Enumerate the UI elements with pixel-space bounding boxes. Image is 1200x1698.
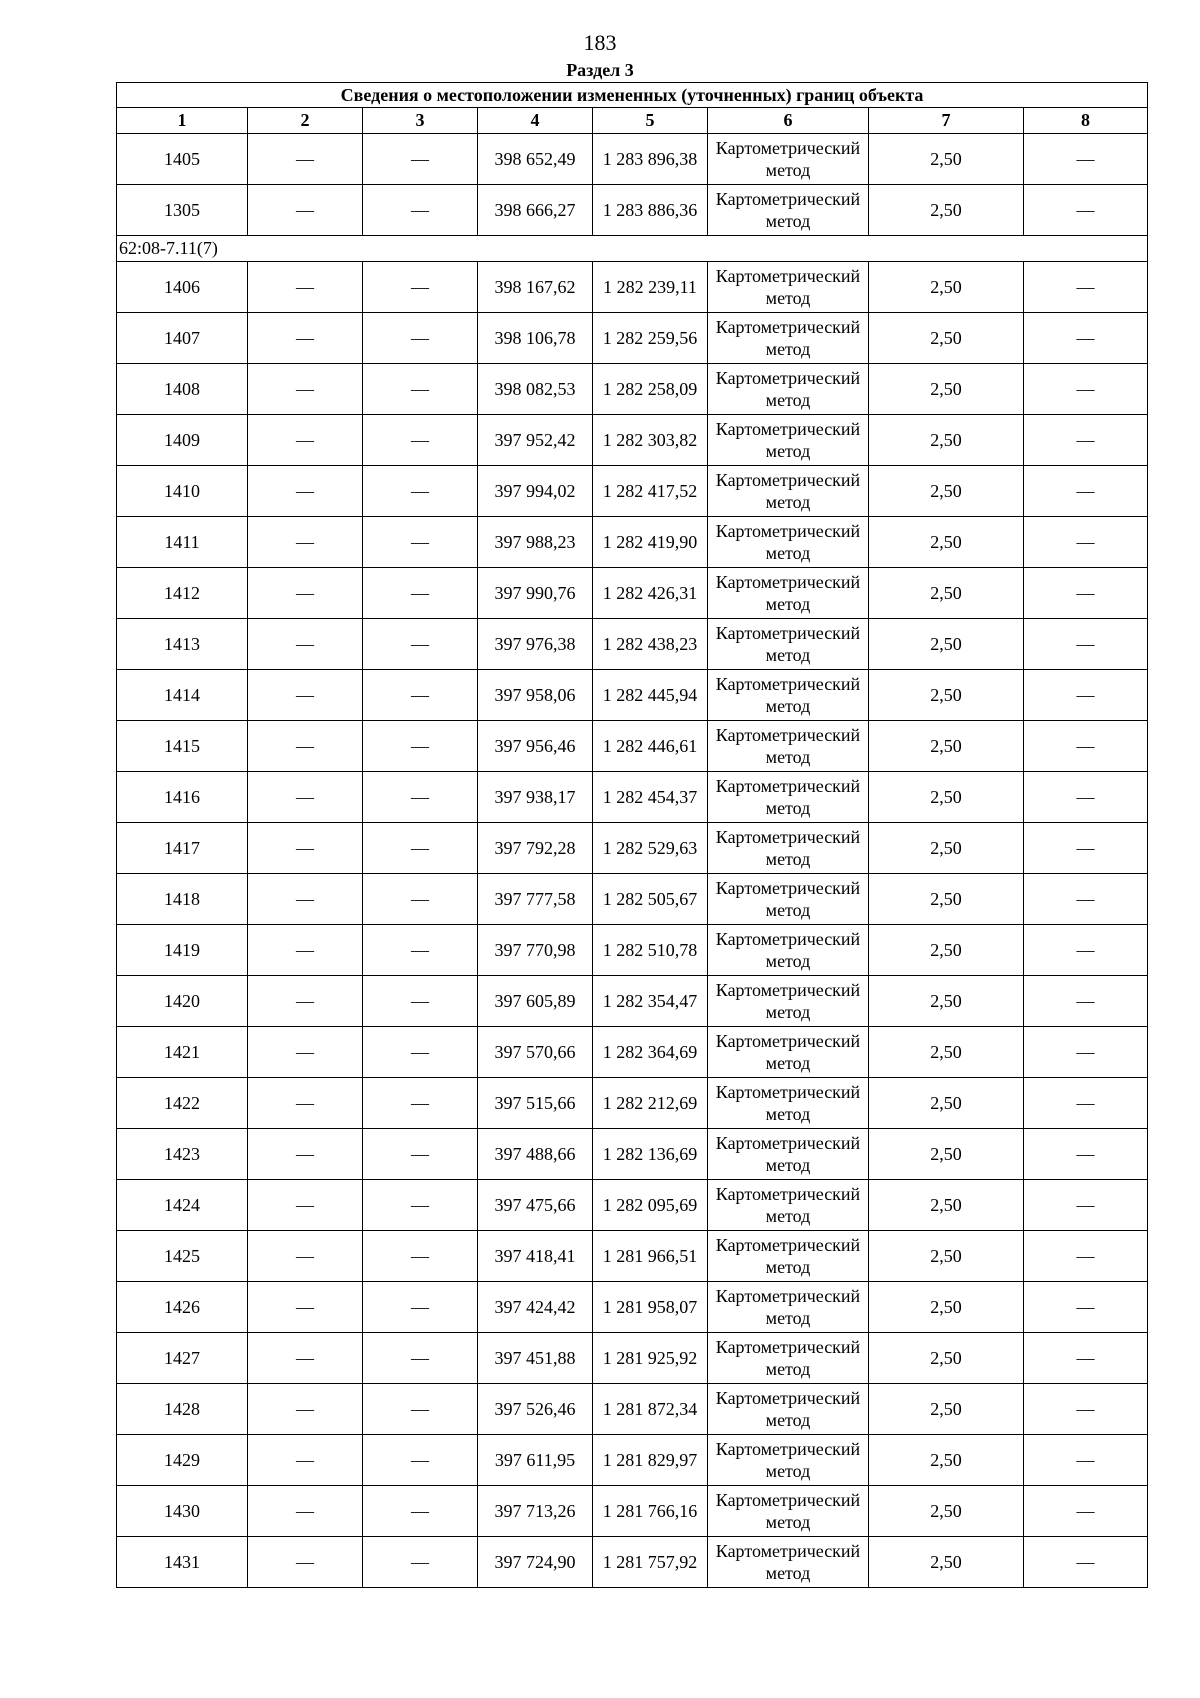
cell-col3: — [363, 364, 478, 415]
cell-col2: — [248, 1333, 363, 1384]
cell-col8: — [1024, 262, 1148, 313]
point-number: 1427 [117, 1333, 248, 1384]
coordinate-x: 397 570,66 [478, 1027, 593, 1078]
table-row [117, 874, 1148, 925]
point-number: 1425 [117, 1231, 248, 1282]
coordinate-x: 397 424,42 [478, 1282, 593, 1333]
method: Картометрический метод [708, 1486, 869, 1537]
cell-col8: — [1024, 568, 1148, 619]
table-row [117, 1537, 1148, 1588]
cell-col2: — [248, 313, 363, 364]
method: Картометрический метод [708, 313, 869, 364]
method: Картометрический метод [708, 185, 869, 236]
table-row [117, 721, 1148, 772]
coordinate-x: 397 770,98 [478, 925, 593, 976]
cell-col2: — [248, 1435, 363, 1486]
coordinate-y: 1 282 364,69 [593, 1027, 708, 1078]
coordinate-x: 397 958,06 [478, 670, 593, 721]
coordinate-x: 397 605,89 [478, 976, 593, 1027]
table-row [117, 1333, 1148, 1384]
coordinate-y: 1 282 505,67 [593, 874, 708, 925]
point-number: 1416 [117, 772, 248, 823]
cell-col2: — [248, 721, 363, 772]
column-number: 1 [117, 108, 248, 134]
accuracy: 2,50 [869, 262, 1024, 313]
table-row [117, 364, 1148, 415]
point-number: 1418 [117, 874, 248, 925]
accuracy: 2,50 [869, 466, 1024, 517]
method: Картометрический метод [708, 1333, 869, 1384]
cell-col8: — [1024, 466, 1148, 517]
group-row [117, 236, 1148, 262]
accuracy: 2,50 [869, 1384, 1024, 1435]
accuracy: 2,50 [869, 976, 1024, 1027]
cell-col8: — [1024, 364, 1148, 415]
cell-col8: — [1024, 976, 1148, 1027]
cell-col2: — [248, 1282, 363, 1333]
cell-col2: — [248, 619, 363, 670]
cell-col8: — [1024, 415, 1148, 466]
coordinate-x: 398 652,49 [478, 134, 593, 185]
coordinate-x: 398 167,62 [478, 262, 593, 313]
accuracy: 2,50 [869, 1027, 1024, 1078]
cell-col3: — [363, 1435, 478, 1486]
cell-col8: — [1024, 1027, 1148, 1078]
coordinate-y: 1 283 896,38 [593, 134, 708, 185]
coordinate-x: 398 666,27 [478, 185, 593, 236]
coordinate-y: 1 282 136,69 [593, 1129, 708, 1180]
cell-col2: — [248, 466, 363, 517]
coordinate-x: 397 418,41 [478, 1231, 593, 1282]
accuracy: 2,50 [869, 772, 1024, 823]
table-row [117, 670, 1148, 721]
cell-col8: — [1024, 1333, 1148, 1384]
cell-col2: — [248, 1180, 363, 1231]
table-row [117, 313, 1148, 364]
coordinate-x: 397 515,66 [478, 1078, 593, 1129]
accuracy: 2,50 [869, 313, 1024, 364]
point-number: 1419 [117, 925, 248, 976]
table-row [117, 1129, 1148, 1180]
coordinate-x: 397 988,23 [478, 517, 593, 568]
table-row [117, 925, 1148, 976]
cell-col3: — [363, 185, 478, 236]
table-row [117, 517, 1148, 568]
accuracy: 2,50 [869, 874, 1024, 925]
cell-col2: — [248, 1129, 363, 1180]
point-number: 1412 [117, 568, 248, 619]
coordinate-x: 397 994,02 [478, 466, 593, 517]
cell-col2: — [248, 874, 363, 925]
coordinate-x: 397 777,58 [478, 874, 593, 925]
coordinate-x: 397 713,26 [478, 1486, 593, 1537]
cell-col3: — [363, 1537, 478, 1588]
point-number: 1305 [117, 185, 248, 236]
method: Картометрический метод [708, 568, 869, 619]
cell-col3: — [363, 134, 478, 185]
coordinate-y: 1 282 303,82 [593, 415, 708, 466]
accuracy: 2,50 [869, 670, 1024, 721]
cell-col3: — [363, 568, 478, 619]
cell-col8: — [1024, 874, 1148, 925]
cell-col3: — [363, 976, 478, 1027]
coordinate-y: 1 282 445,94 [593, 670, 708, 721]
cell-col8: — [1024, 670, 1148, 721]
point-number: 1409 [117, 415, 248, 466]
cell-col8: — [1024, 1486, 1148, 1537]
point-number: 1406 [117, 262, 248, 313]
coordinate-y: 1 282 454,37 [593, 772, 708, 823]
cell-col8: — [1024, 1435, 1148, 1486]
coordinate-x: 397 526,46 [478, 1384, 593, 1435]
table-caption-row [117, 83, 1148, 108]
accuracy: 2,50 [869, 619, 1024, 670]
method: Картометрический метод [708, 262, 869, 313]
accuracy: 2,50 [869, 1435, 1024, 1486]
coordinate-y: 1 281 966,51 [593, 1231, 708, 1282]
coordinates-table [116, 82, 1148, 1588]
table-row [117, 1231, 1148, 1282]
method: Картометрический метод [708, 1027, 869, 1078]
cell-col3: — [363, 925, 478, 976]
cell-col2: — [248, 364, 363, 415]
method: Картометрический метод [708, 925, 869, 976]
cell-col3: — [363, 262, 478, 313]
point-number: 1420 [117, 976, 248, 1027]
cell-col2: — [248, 1486, 363, 1537]
table-row [117, 772, 1148, 823]
group-label: 62:08-7.11(7) [117, 236, 1148, 262]
method: Картометрический метод [708, 823, 869, 874]
table-row [117, 1282, 1148, 1333]
accuracy: 2,50 [869, 1282, 1024, 1333]
table-row [117, 976, 1148, 1027]
accuracy: 2,50 [869, 1333, 1024, 1384]
accuracy: 2,50 [869, 1231, 1024, 1282]
method: Картометрический метод [708, 415, 869, 466]
cell-col2: — [248, 1078, 363, 1129]
method: Картометрический метод [708, 670, 869, 721]
cell-col3: — [363, 1333, 478, 1384]
method: Картометрический метод [708, 619, 869, 670]
coordinate-y: 1 282 510,78 [593, 925, 708, 976]
coordinate-x: 397 792,28 [478, 823, 593, 874]
accuracy: 2,50 [869, 134, 1024, 185]
cell-col2: — [248, 415, 363, 466]
cell-col8: — [1024, 1180, 1148, 1231]
cell-col8: — [1024, 619, 1148, 670]
coordinate-x: 397 475,66 [478, 1180, 593, 1231]
coordinate-y: 1 281 757,92 [593, 1537, 708, 1588]
point-number: 1421 [117, 1027, 248, 1078]
page-number: 183 [583, 30, 617, 55]
method: Картометрический метод [708, 517, 869, 568]
point-number: 1417 [117, 823, 248, 874]
coordinate-y: 1 282 354,47 [593, 976, 708, 1027]
coordinate-y: 1 281 766,16 [593, 1486, 708, 1537]
cell-col3: — [363, 823, 478, 874]
method: Картометрический метод [708, 1537, 869, 1588]
method: Картометрический метод [708, 1282, 869, 1333]
point-number: 1413 [117, 619, 248, 670]
method: Картометрический метод [708, 364, 869, 415]
accuracy: 2,50 [869, 1180, 1024, 1231]
cell-col3: — [363, 1078, 478, 1129]
table-row [117, 415, 1148, 466]
point-number: 1430 [117, 1486, 248, 1537]
cell-col8: — [1024, 1129, 1148, 1180]
table-row [117, 568, 1148, 619]
column-number: 4 [478, 108, 593, 134]
point-number: 1411 [117, 517, 248, 568]
table-row [117, 1435, 1148, 1486]
coordinate-y: 1 281 925,92 [593, 1333, 708, 1384]
coordinate-y: 1 282 446,61 [593, 721, 708, 772]
cell-col3: — [363, 1231, 478, 1282]
table-row [117, 1027, 1148, 1078]
coordinate-x: 397 976,38 [478, 619, 593, 670]
cell-col2: — [248, 185, 363, 236]
cell-col3: — [363, 1180, 478, 1231]
point-number: 1422 [117, 1078, 248, 1129]
table-row [117, 466, 1148, 517]
coordinate-y: 1 282 419,90 [593, 517, 708, 568]
cell-col3: — [363, 1027, 478, 1078]
table-row [117, 134, 1148, 185]
cell-col3: — [363, 517, 478, 568]
cell-col2: — [248, 1231, 363, 1282]
cell-col8: — [1024, 517, 1148, 568]
method: Картометрический метод [708, 1129, 869, 1180]
point-number: 1424 [117, 1180, 248, 1231]
method: Картометрический метод [708, 976, 869, 1027]
cell-col8: — [1024, 772, 1148, 823]
cell-col8: — [1024, 823, 1148, 874]
method: Картометрический метод [708, 721, 869, 772]
coordinate-x: 397 956,46 [478, 721, 593, 772]
table-row [117, 1486, 1148, 1537]
coordinate-y: 1 282 417,52 [593, 466, 708, 517]
cell-col3: — [363, 313, 478, 364]
coordinate-x: 397 990,76 [478, 568, 593, 619]
method: Картометрический метод [708, 1231, 869, 1282]
cell-col2: — [248, 1537, 363, 1588]
point-number: 1415 [117, 721, 248, 772]
table-row [117, 1180, 1148, 1231]
method: Картометрический метод [708, 1180, 869, 1231]
accuracy: 2,50 [869, 1078, 1024, 1129]
cell-col2: — [248, 772, 363, 823]
cell-col2: — [248, 670, 363, 721]
coordinate-y: 1 282 259,56 [593, 313, 708, 364]
accuracy: 2,50 [869, 721, 1024, 772]
column-number: 2 [248, 108, 363, 134]
column-number: 3 [363, 108, 478, 134]
cell-col8: — [1024, 185, 1148, 236]
accuracy: 2,50 [869, 568, 1024, 619]
point-number: 1405 [117, 134, 248, 185]
accuracy: 2,50 [869, 1486, 1024, 1537]
cell-col8: — [1024, 313, 1148, 364]
coordinate-y: 1 281 872,34 [593, 1384, 708, 1435]
cell-col2: — [248, 517, 363, 568]
coordinate-y: 1 282 258,09 [593, 364, 708, 415]
cell-col3: — [363, 619, 478, 670]
table-body [117, 83, 1148, 1588]
cell-col2: — [248, 925, 363, 976]
cell-col2: — [248, 262, 363, 313]
point-number: 1410 [117, 466, 248, 517]
column-number: 6 [708, 108, 869, 134]
column-number: 5 [593, 108, 708, 134]
coordinate-x: 398 082,53 [478, 364, 593, 415]
cell-col2: — [248, 134, 363, 185]
coordinate-x: 397 488,66 [478, 1129, 593, 1180]
cell-col8: — [1024, 1282, 1148, 1333]
table-row [117, 262, 1148, 313]
accuracy: 2,50 [869, 1537, 1024, 1588]
method: Картометрический метод [708, 772, 869, 823]
point-number: 1423 [117, 1129, 248, 1180]
cell-col8: — [1024, 925, 1148, 976]
cell-col3: — [363, 1384, 478, 1435]
accuracy: 2,50 [869, 823, 1024, 874]
cell-col3: — [363, 1486, 478, 1537]
point-number: 1426 [117, 1282, 248, 1333]
method: Картометрический метод [708, 466, 869, 517]
point-number: 1414 [117, 670, 248, 721]
coordinate-x: 397 724,90 [478, 1537, 593, 1588]
cell-col8: — [1024, 134, 1148, 185]
cell-col3: — [363, 466, 478, 517]
table-row [117, 185, 1148, 236]
table-row [117, 619, 1148, 670]
point-number: 1407 [117, 313, 248, 364]
cell-col8: — [1024, 1231, 1148, 1282]
coordinate-y: 1 282 438,23 [593, 619, 708, 670]
method: Картометрический метод [708, 1384, 869, 1435]
table-row [117, 823, 1148, 874]
point-number: 1428 [117, 1384, 248, 1435]
coordinate-x: 398 106,78 [478, 313, 593, 364]
accuracy: 2,50 [869, 415, 1024, 466]
method: Картометрический метод [708, 1078, 869, 1129]
accuracy: 2,50 [869, 1129, 1024, 1180]
coordinate-y: 1 281 829,97 [593, 1435, 708, 1486]
cell-col8: — [1024, 1078, 1148, 1129]
column-number: 7 [869, 108, 1024, 134]
point-number: 1408 [117, 364, 248, 415]
column-numbers-row [117, 108, 1148, 134]
section-title: Раздел 3 [566, 60, 634, 80]
method: Картометрический метод [708, 874, 869, 925]
accuracy: 2,50 [869, 364, 1024, 415]
cell-col2: — [248, 823, 363, 874]
coordinate-x: 397 611,95 [478, 1435, 593, 1486]
cell-col3: — [363, 874, 478, 925]
cell-col3: — [363, 1129, 478, 1180]
accuracy: 2,50 [869, 925, 1024, 976]
coordinate-y: 1 281 958,07 [593, 1282, 708, 1333]
cell-col3: — [363, 670, 478, 721]
coordinate-x: 397 952,42 [478, 415, 593, 466]
coordinate-y: 1 282 529,63 [593, 823, 708, 874]
accuracy: 2,50 [869, 185, 1024, 236]
accuracy: 2,50 [869, 517, 1024, 568]
coordinate-y: 1 282 426,31 [593, 568, 708, 619]
coordinate-y: 1 282 212,69 [593, 1078, 708, 1129]
table-row [117, 1078, 1148, 1129]
cell-col2: — [248, 976, 363, 1027]
point-number: 1431 [117, 1537, 248, 1588]
table-caption: Сведения о местоположении измененных (уточненных) границ объекта [117, 83, 1148, 108]
point-number: 1429 [117, 1435, 248, 1486]
cell-col2: — [248, 1027, 363, 1078]
cell-col8: — [1024, 1537, 1148, 1588]
method: Картометрический метод [708, 1435, 869, 1486]
column-number: 8 [1024, 108, 1148, 134]
cell-col3: — [363, 1282, 478, 1333]
cell-col3: — [363, 721, 478, 772]
table-row [117, 1384, 1148, 1435]
coordinate-y: 1 282 239,11 [593, 262, 708, 313]
cell-col3: — [363, 415, 478, 466]
method: Картометрический метод [708, 134, 869, 185]
coordinate-x: 397 451,88 [478, 1333, 593, 1384]
coordinate-x: 397 938,17 [478, 772, 593, 823]
cell-col3: — [363, 772, 478, 823]
cell-col2: — [248, 568, 363, 619]
cell-col8: — [1024, 721, 1148, 772]
cell-col2: — [248, 1384, 363, 1435]
coordinate-y: 1 282 095,69 [593, 1180, 708, 1231]
coordinate-y: 1 283 886,36 [593, 185, 708, 236]
cell-col8: — [1024, 1384, 1148, 1435]
